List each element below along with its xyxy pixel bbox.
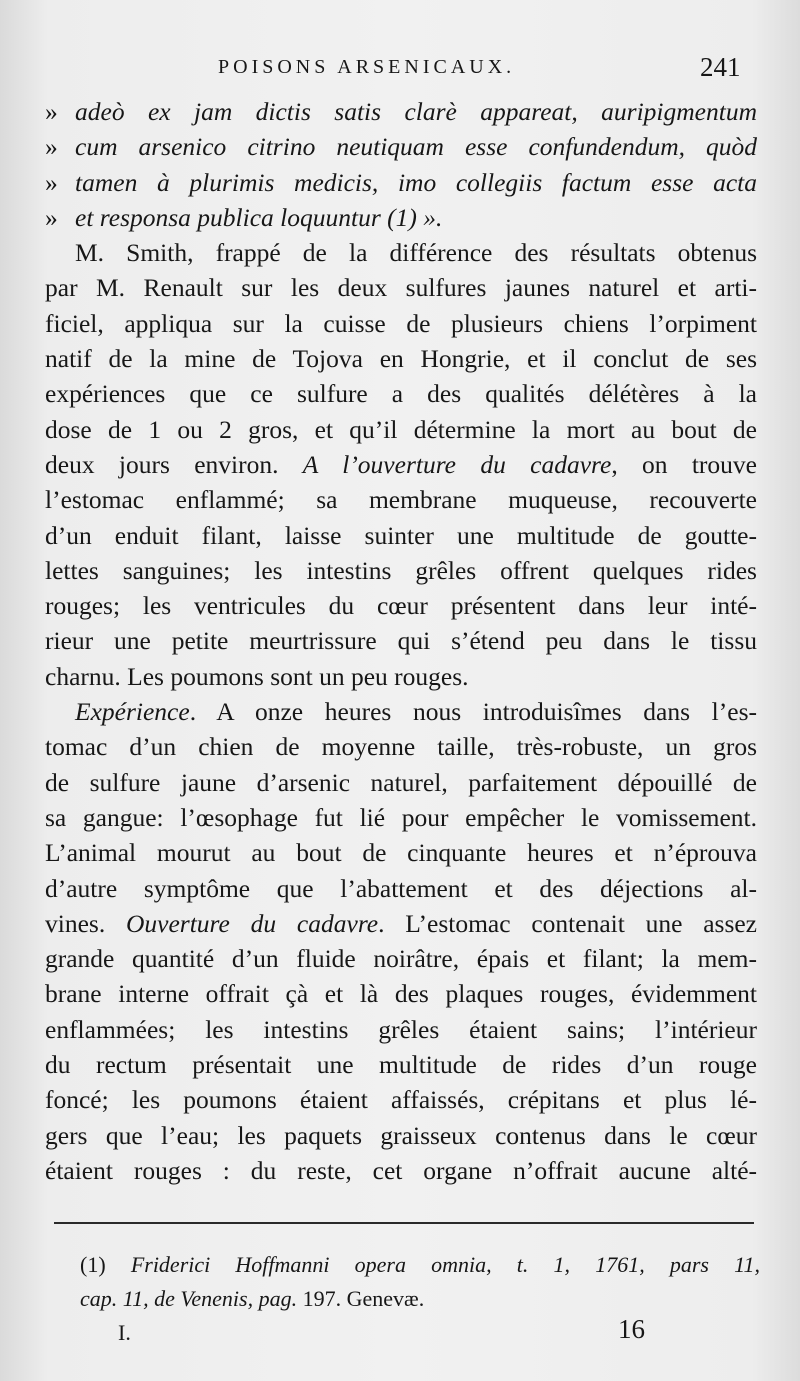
text-line: rouges; les ventricules du cœur présentent dans leur inté-: [45, 591, 757, 621]
text-line: [45, 129, 757, 164]
text-span: vines.: [45, 908, 126, 938]
text-line: [45, 165, 757, 200]
page-number: 241: [700, 52, 741, 82]
footnote-line: [80, 1248, 760, 1282]
paragraph-start: M. Smith, frappé de la différence des résultats obtenus: [75, 238, 757, 268]
text-line: charnu. Les poumons sont un peu rouges.: [45, 661, 469, 691]
text-line: rieur une petite meurtrissure qui s’étend peu dans le tissu: [45, 626, 757, 656]
footnote-citation: Friderici Hoffmanni opera omnia, t. 1, 1761, pars 11,: [130, 1252, 761, 1277]
text-line: grande quantité d’un fluide noirâtre, épais et filant; la mem-: [45, 944, 757, 974]
text-line: ficiel, appliqua sur la cuisse de plusieurs chiens l’orpiment: [45, 308, 757, 338]
text-line: [45, 906, 757, 941]
paragraph-start: [45, 694, 757, 729]
text-span: , on trouve: [611, 449, 757, 479]
text-line: de sulfure jaune d’arsenic naturel, parfaitement dépouillé de: [45, 767, 757, 797]
text-line: étaient rouges : du reste, cet organe n’offrait aucune alté-: [45, 1155, 757, 1185]
footnote-divider: [54, 1222, 754, 1224]
text-line: du rectum présentait une multitude de rides d’un rouge: [45, 1050, 757, 1080]
quote-text: et responsa publica loquuntur (1) ».: [75, 202, 443, 232]
text-line: dose de 1 ou 2 gros, et qu’il détermine la mort au bout de: [45, 414, 757, 444]
text-line: gers que l’eau; les paquets graisseux contenus dans le cœur: [45, 1120, 757, 1150]
quote-mark: »: [45, 202, 58, 232]
italic-heading: Ouverture du cadavre: [126, 908, 379, 938]
page-header: [0, 52, 800, 92]
footnote: [80, 1248, 760, 1316]
body-text: [45, 94, 757, 1188]
text-span: deux jours environ.: [45, 449, 303, 479]
quote-mark: »: [45, 167, 58, 197]
footnote-line: [80, 1282, 760, 1316]
quote-text: tamen à plurimis medicis, imo collegiis factum esse acta: [75, 167, 757, 197]
footnote-text: 197. Genevæ.: [297, 1286, 425, 1311]
text-line: [45, 94, 757, 129]
text-line: natif de la mine de Tojova en Hongrie, et il conclut de ses: [45, 344, 757, 374]
text-line: par M. Renault sur les deux sulfures jaunes naturel et arti-: [45, 273, 757, 303]
quote-mark: »: [45, 132, 58, 162]
text-line: l’estomac enflammé; sa membrane muqueuse, recouverte: [45, 485, 757, 515]
footnote-marker: (1): [80, 1252, 131, 1277]
text-line: expériences que ce sulfure a des qualités délétères à la: [45, 379, 757, 409]
text-span: . A onze heures nous introduisîmes dans l’es-: [189, 697, 757, 727]
text-line: foncé; les poumons étaient affaissés, crépitans et plus lé-: [45, 1085, 757, 1115]
text-line: d’un enduit filant, laisse suinter une multitude de goutte-: [45, 520, 757, 550]
signature-mark: I.: [118, 1320, 131, 1345]
italic-heading: Expérience: [75, 697, 190, 727]
quote-mark: »: [45, 97, 58, 126]
text-span: . L’estomac contenait une assez: [378, 908, 758, 938]
text-line: sa gangue: l’œsophage fut lié pour empêcher le vomissement.: [45, 802, 757, 832]
text-line: d’autre symptôme que l’abattement et des déjections al-: [45, 873, 757, 903]
text-line: L’animal mourut au bout de cinquante heures et n’éprouva: [45, 838, 757, 868]
text-line: enflammées; les intestins grêles étaient sains; l’intérieur: [45, 1014, 757, 1044]
running-head: POISONS ARSENICAUX.: [218, 56, 516, 78]
text-line: [45, 200, 757, 235]
footnote-citation: cap. 11, de Venenis, pag.: [80, 1286, 298, 1311]
text-line: [45, 447, 757, 482]
text-line: tomac d’un chien de moyenne taille, très-robuste, un gros: [45, 732, 757, 762]
italic-heading: A l’ouverture du cadavre: [302, 449, 612, 479]
quote-text: adeò ex jam dictis satis clarè appareat, auripigmentum: [75, 97, 757, 126]
quote-text: cum arsenico citrino neutiquam esse confundendum, quòd: [75, 132, 757, 162]
text-line: brane interne offrait çà et là des plaques rouges, évidemment: [45, 979, 757, 1009]
text-line: lettes sanguines; les intestins grêles offrent quelques rides: [45, 555, 757, 585]
signature-number: 16: [618, 1314, 645, 1344]
